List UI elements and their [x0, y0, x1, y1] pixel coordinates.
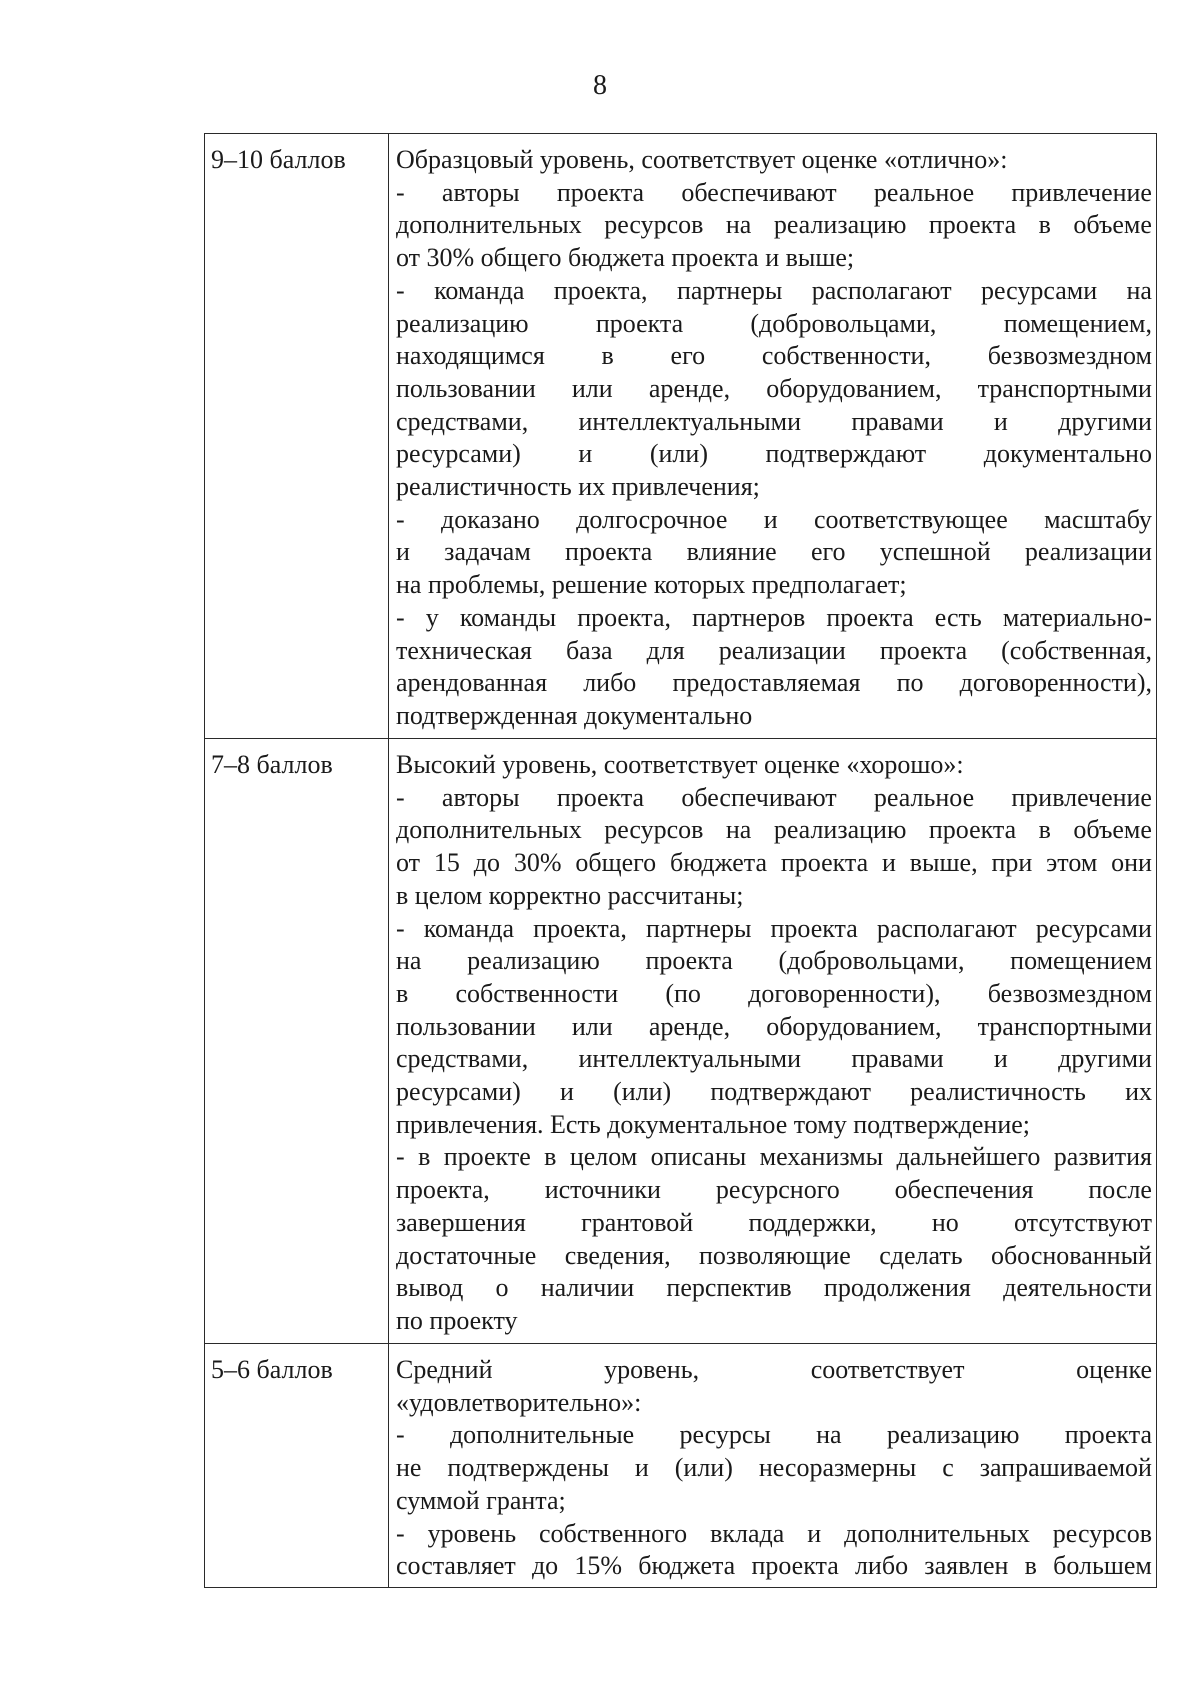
table-row — [205, 739, 1157, 1344]
description-line: и задачам проекта влияние его успешной реализации — [396, 537, 1152, 567]
description-line: - в проекте в целом описаны механизмы дальнейшего развития — [396, 1142, 1152, 1172]
description-cell — [389, 739, 1157, 1344]
table-row — [205, 1344, 1157, 1588]
description-line: ресурсами) и (или) подтверждают реалистичность их — [396, 1077, 1152, 1107]
description-line: дополнительных ресурсов на реализацию проекта в объеме — [396, 210, 1152, 240]
score-cell: 5–6 баллов — [205, 1344, 389, 1588]
description-line: реалистичность их привлечения; — [396, 472, 760, 502]
description-line: средствами, интеллектуальными правами и другими — [396, 1044, 1152, 1074]
table-row — [205, 134, 1157, 739]
description-line: не подтверждены и (или) несоразмерны с запрашиваемой — [396, 1453, 1152, 1483]
page-number: 8 — [593, 70, 607, 101]
description-cell — [389, 134, 1157, 739]
description-line: достаточные сведения, позволяющие сделать обоснованный — [396, 1240, 1152, 1270]
description-line: - авторы проекта обеспечивают реальное привлечение — [396, 782, 1152, 812]
description-line: пользовании или аренде, оборудованием, транспортными — [396, 373, 1152, 403]
description-line: Образцовый уровень, соответствует оценке «отлично»: — [396, 145, 1008, 174]
description-line: пользовании или аренде, оборудованием, транспортными — [396, 1011, 1152, 1041]
description-line: на реализацию проекта (добровольцами, помещением — [396, 946, 1152, 976]
description-line: - доказано долгосрочное и соответствующее масштабу — [396, 504, 1152, 534]
description-line: подтвержденная документально — [396, 700, 753, 730]
description-line: ресурсами) и (или) подтверждают документально — [396, 439, 1152, 469]
description-line: на проблемы, решение которых предполагает; — [396, 570, 907, 600]
description-line: - команда проекта, партнеры располагают ресурсами на — [396, 275, 1152, 305]
description-line: Высокий уровень, соответствует оценке «хорошо»: — [396, 750, 964, 779]
description-line: от 15 до 30% общего бюджета проекта и выше, при этом они — [396, 848, 1152, 878]
description-line: - дополнительные ресурсы на реализацию проекта — [396, 1420, 1152, 1450]
description-line: от 30% общего бюджета проекта и выше; — [396, 243, 855, 273]
description-line: суммой гранта; — [396, 1485, 566, 1515]
description-line: находящимся в его собственности, безвозмездном — [396, 341, 1152, 371]
score-cell: 9–10 баллов — [205, 134, 389, 739]
description-line: составляет до 15% бюджета проекта либо заявлен в большем — [396, 1551, 1152, 1581]
description-line: - у команды проекта, партнеров проекта есть материально- — [396, 602, 1152, 632]
description-line: реализацию проекта (добровольцами, помещением, — [396, 308, 1152, 338]
description-line: вывод о наличии перспектив продолжения деятельности — [396, 1273, 1152, 1303]
score-cell: 7–8 баллов — [205, 739, 389, 1344]
description-line: в целом корректно рассчитаны; — [396, 880, 744, 910]
description-line: средствами, интеллектуальными правами и другими — [396, 406, 1152, 436]
description-line: «удовлетворительно»: — [396, 1387, 642, 1417]
description-line: проекта, источники ресурсного обеспечения после — [396, 1175, 1152, 1205]
description-line: - авторы проекта обеспечивают реальное привлечение — [396, 177, 1152, 207]
description-cell — [389, 1344, 1157, 1588]
description-line: дополнительных ресурсов на реализацию проекта в объеме — [396, 815, 1152, 845]
description-line: техническая база для реализации проекта (собственная, — [396, 635, 1152, 665]
criteria-table — [204, 133, 1157, 1588]
description-line: по проекту — [396, 1305, 518, 1335]
description-line: привлечения. Есть документальное тому подтверждение; — [396, 1109, 1031, 1139]
description-line: арендованная либо предоставляемая по договоренности), — [396, 668, 1152, 698]
description-line: Средний уровень, соответствует оценке — [396, 1355, 1152, 1384]
description-line: - уровень собственного вклада и дополнительных ресурсов — [396, 1518, 1152, 1548]
description-line: завершения грантовой поддержки, но отсутствуют — [396, 1207, 1152, 1237]
description-line: - команда проекта, партнеры проекта располагают ресурсами — [396, 913, 1152, 943]
description-line: в собственности (по договоренности), безвозмездном — [396, 978, 1152, 1008]
